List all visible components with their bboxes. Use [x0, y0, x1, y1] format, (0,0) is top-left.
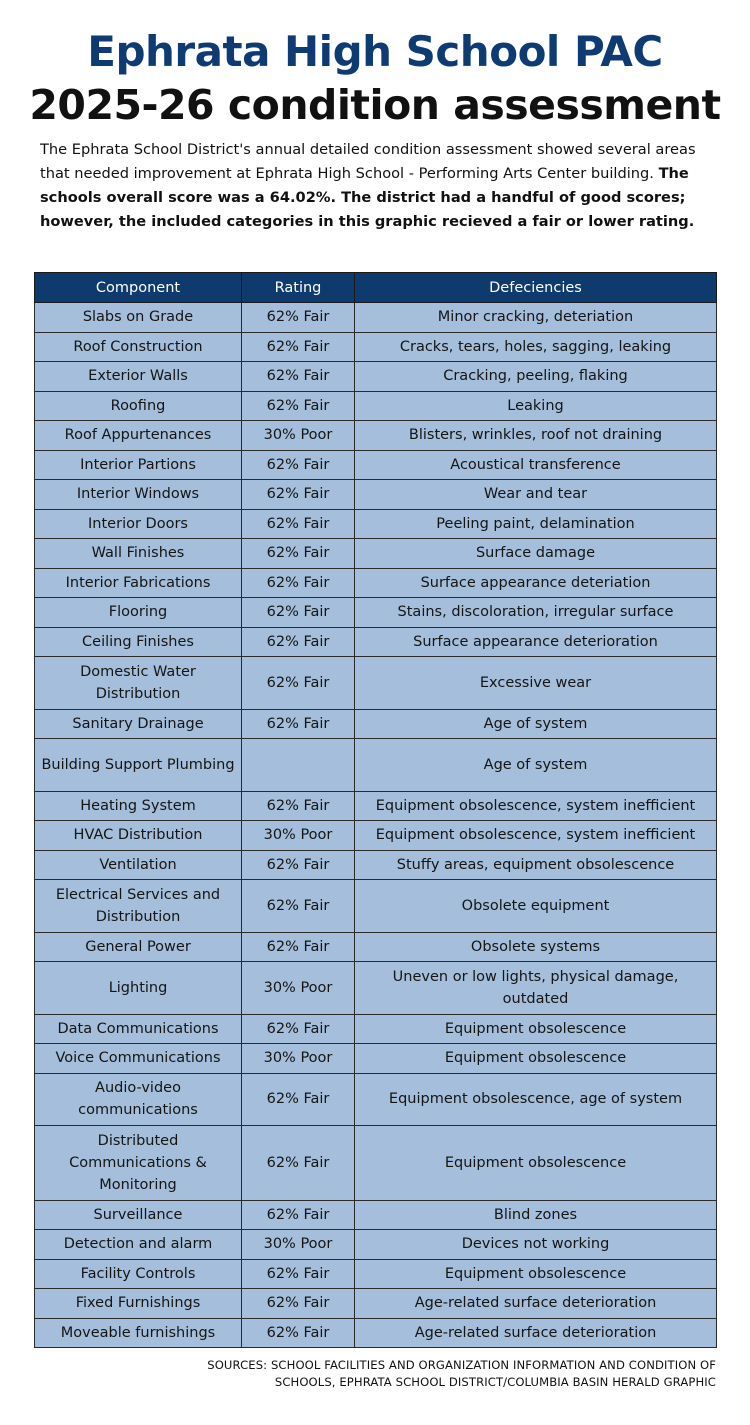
- rating-cell: 62% Fair: [242, 1259, 355, 1289]
- table-row: [35, 880, 717, 933]
- table-row: [35, 509, 717, 539]
- table-row: [35, 1318, 717, 1348]
- component-cell: HVAC Distribution: [35, 821, 242, 851]
- rating-cell: 62% Fair: [242, 509, 355, 539]
- deficiency-cell: Age of system: [355, 739, 717, 792]
- component-cell: Roofing: [35, 391, 242, 421]
- component-cell: Interior Windows: [35, 480, 242, 510]
- component-cell: Data Communications: [35, 1014, 242, 1044]
- table-row: [35, 1044, 717, 1074]
- rating-cell: 62% Fair: [242, 880, 355, 933]
- rating-cell: 62% Fair: [242, 362, 355, 392]
- table-row: [35, 1230, 717, 1260]
- table-row: [35, 627, 717, 657]
- component-cell: Electrical Services and Distribution: [35, 880, 242, 933]
- rating-cell: 62% Fair: [242, 1318, 355, 1348]
- component-cell: Voice Communications: [35, 1044, 242, 1074]
- deficiency-cell: Acoustical transference: [355, 450, 717, 480]
- deficiency-cell: Equipment obsolescence: [355, 1126, 717, 1201]
- deficiency-cell: Equipment obsolescence: [355, 1259, 717, 1289]
- table-body: [35, 303, 717, 1348]
- component-cell: Audio-video communications: [35, 1073, 242, 1126]
- table-row: [35, 962, 717, 1015]
- table-row: [35, 657, 717, 710]
- deficiency-cell: Equipment obsolescence: [355, 1014, 717, 1044]
- rating-cell: 62% Fair: [242, 332, 355, 362]
- deficiency-cell: Surface appearance deterioration: [355, 627, 717, 657]
- rating-cell: 62% Fair: [242, 598, 355, 628]
- rating-cell: 62% Fair: [242, 1073, 355, 1126]
- table-row: [35, 332, 717, 362]
- page-subtitle: 2025-26 condition assessment: [29, 81, 721, 129]
- deficiency-cell: Wear and tear: [355, 480, 717, 510]
- component-cell: Distributed Communications & Monitoring: [35, 1126, 242, 1201]
- table-row: [35, 932, 717, 962]
- component-cell: Detection and alarm: [35, 1230, 242, 1260]
- component-cell: Exterior Walls: [35, 362, 242, 392]
- deficiency-cell: Blisters, wrinkles, roof not draining: [355, 421, 717, 451]
- deficiency-cell: Age-related surface deterioration: [355, 1318, 717, 1348]
- component-cell: Wall Finishes: [35, 539, 242, 569]
- table-row: [35, 739, 717, 792]
- deficiency-cell: Excessive wear: [355, 657, 717, 710]
- deficiency-cell: Age of system: [355, 709, 717, 739]
- rating-cell: 62% Fair: [242, 539, 355, 569]
- component-cell: Interior Doors: [35, 509, 242, 539]
- table-row: [35, 1289, 717, 1319]
- rating-cell: 62% Fair: [242, 1289, 355, 1319]
- table-row: [35, 1126, 717, 1201]
- component-cell: Lighting: [35, 962, 242, 1015]
- table-row: [35, 1259, 717, 1289]
- header-component: Component: [35, 273, 242, 303]
- rating-cell: 62% Fair: [242, 1014, 355, 1044]
- table-row: [35, 1073, 717, 1126]
- deficiency-cell: Surface appearance deteriation: [355, 568, 717, 598]
- component-cell: Domestic Water Distribution: [35, 657, 242, 710]
- table-row: [35, 450, 717, 480]
- deficiency-cell: Cracks, tears, holes, sagging, leaking: [355, 332, 717, 362]
- deficiency-cell: Uneven or low lights, physical damage, outdated: [355, 962, 717, 1015]
- rating-cell: 30% Poor: [242, 1230, 355, 1260]
- rating-cell: 62% Fair: [242, 303, 355, 333]
- component-cell: Slabs on Grade: [35, 303, 242, 333]
- intro-text: The Ephrata School District's annual detailed condition assessment showed several areas that needed improvement at Ephrata High School - Performing Arts Center building.: [40, 141, 696, 182]
- rating-cell: 62% Fair: [242, 450, 355, 480]
- rating-cell: 62% Fair: [242, 709, 355, 739]
- table-row: [35, 391, 717, 421]
- deficiency-cell: Leaking: [355, 391, 717, 421]
- rating-cell: 30% Poor: [242, 421, 355, 451]
- rating-cell: 62% Fair: [242, 791, 355, 821]
- component-cell: Heating System: [35, 791, 242, 821]
- table-row: [35, 303, 717, 333]
- component-cell: Building Support Plumbing: [35, 739, 242, 792]
- rating-cell: 30% Poor: [242, 962, 355, 1015]
- header-rating: Rating: [242, 273, 355, 303]
- deficiency-cell: Equipment obsolescence, system inefficient: [355, 791, 717, 821]
- table-row: [35, 421, 717, 451]
- table-header-row: [35, 273, 717, 303]
- component-cell: Fixed Furnishings: [35, 1289, 242, 1319]
- rating-cell: 62% Fair: [242, 627, 355, 657]
- table-row: [35, 362, 717, 392]
- component-cell: Interior Partions: [35, 450, 242, 480]
- header-deficiencies: Defeciencies: [355, 273, 717, 303]
- component-cell: Ventilation: [35, 850, 242, 880]
- table-row: [35, 480, 717, 510]
- rating-cell: 30% Poor: [242, 1044, 355, 1074]
- deficiency-cell: Minor cracking, deteriation: [355, 303, 717, 333]
- component-cell: Moveable furnishings: [35, 1318, 242, 1348]
- assessment-table: [34, 272, 717, 1348]
- table-row: [35, 709, 717, 739]
- rating-cell: 62% Fair: [242, 850, 355, 880]
- table-row: [35, 1014, 717, 1044]
- intro-bold-text: The schools overall score was a 64.02%. The district had a handful of good scores; however, the included categories in this graphic recieved a fair or lower rating.: [40, 165, 695, 230]
- component-cell: Roof Appurtenances: [35, 421, 242, 451]
- sources-line-2: SCHOOLS, EPHRATA SCHOOL DISTRICT/COLUMBIA BASIN HERALD GRAPHIC: [274, 1375, 716, 1389]
- component-cell: Sanitary Drainage: [35, 709, 242, 739]
- rating-cell: 62% Fair: [242, 391, 355, 421]
- component-cell: Roof Construction: [35, 332, 242, 362]
- table-row: [35, 1200, 717, 1230]
- rating-cell: 30% Poor: [242, 821, 355, 851]
- deficiency-cell: Equipment obsolescence, system inefficient: [355, 821, 717, 851]
- component-cell: Ceiling Finishes: [35, 627, 242, 657]
- sources-credit: [207, 1357, 716, 1391]
- table-row: [35, 568, 717, 598]
- table-row: [35, 821, 717, 851]
- component-cell: Facility Controls: [35, 1259, 242, 1289]
- rating-cell: 62% Fair: [242, 480, 355, 510]
- deficiency-cell: Blind zones: [355, 1200, 717, 1230]
- deficiency-cell: Stuffy areas, equipment obsolescence: [355, 850, 717, 880]
- deficiency-cell: Obsolete systems: [355, 932, 717, 962]
- rating-cell: [242, 739, 355, 792]
- deficiency-cell: Equipment obsolescence: [355, 1044, 717, 1074]
- deficiency-cell: Age-related surface deterioration: [355, 1289, 717, 1319]
- page-title: Ephrata High School PAC: [87, 27, 663, 76]
- deficiency-cell: Surface damage: [355, 539, 717, 569]
- sources-line-1: SOURCES: SCHOOL FACILITIES AND ORGANIZATION INFORMATION AND CONDITION OF: [207, 1358, 716, 1372]
- table-row: [35, 598, 717, 628]
- deficiency-cell: Equipment obsolescence, age of system: [355, 1073, 717, 1126]
- component-cell: Interior Fabrications: [35, 568, 242, 598]
- table-row: [35, 791, 717, 821]
- rating-cell: 62% Fair: [242, 1200, 355, 1230]
- deficiency-cell: Obsolete equipment: [355, 880, 717, 933]
- deficiency-cell: Stains, discoloration, irregular surface: [355, 598, 717, 628]
- deficiency-cell: Peeling paint, delamination: [355, 509, 717, 539]
- rating-cell: 62% Fair: [242, 1126, 355, 1201]
- intro-paragraph: [40, 138, 710, 234]
- rating-cell: 62% Fair: [242, 932, 355, 962]
- component-cell: Flooring: [35, 598, 242, 628]
- table-row: [35, 539, 717, 569]
- deficiency-cell: Cracking, peeling, flaking: [355, 362, 717, 392]
- rating-cell: 62% Fair: [242, 568, 355, 598]
- component-cell: Surveillance: [35, 1200, 242, 1230]
- rating-cell: 62% Fair: [242, 657, 355, 710]
- deficiency-cell: Devices not working: [355, 1230, 717, 1260]
- table-row: [35, 850, 717, 880]
- component-cell: General Power: [35, 932, 242, 962]
